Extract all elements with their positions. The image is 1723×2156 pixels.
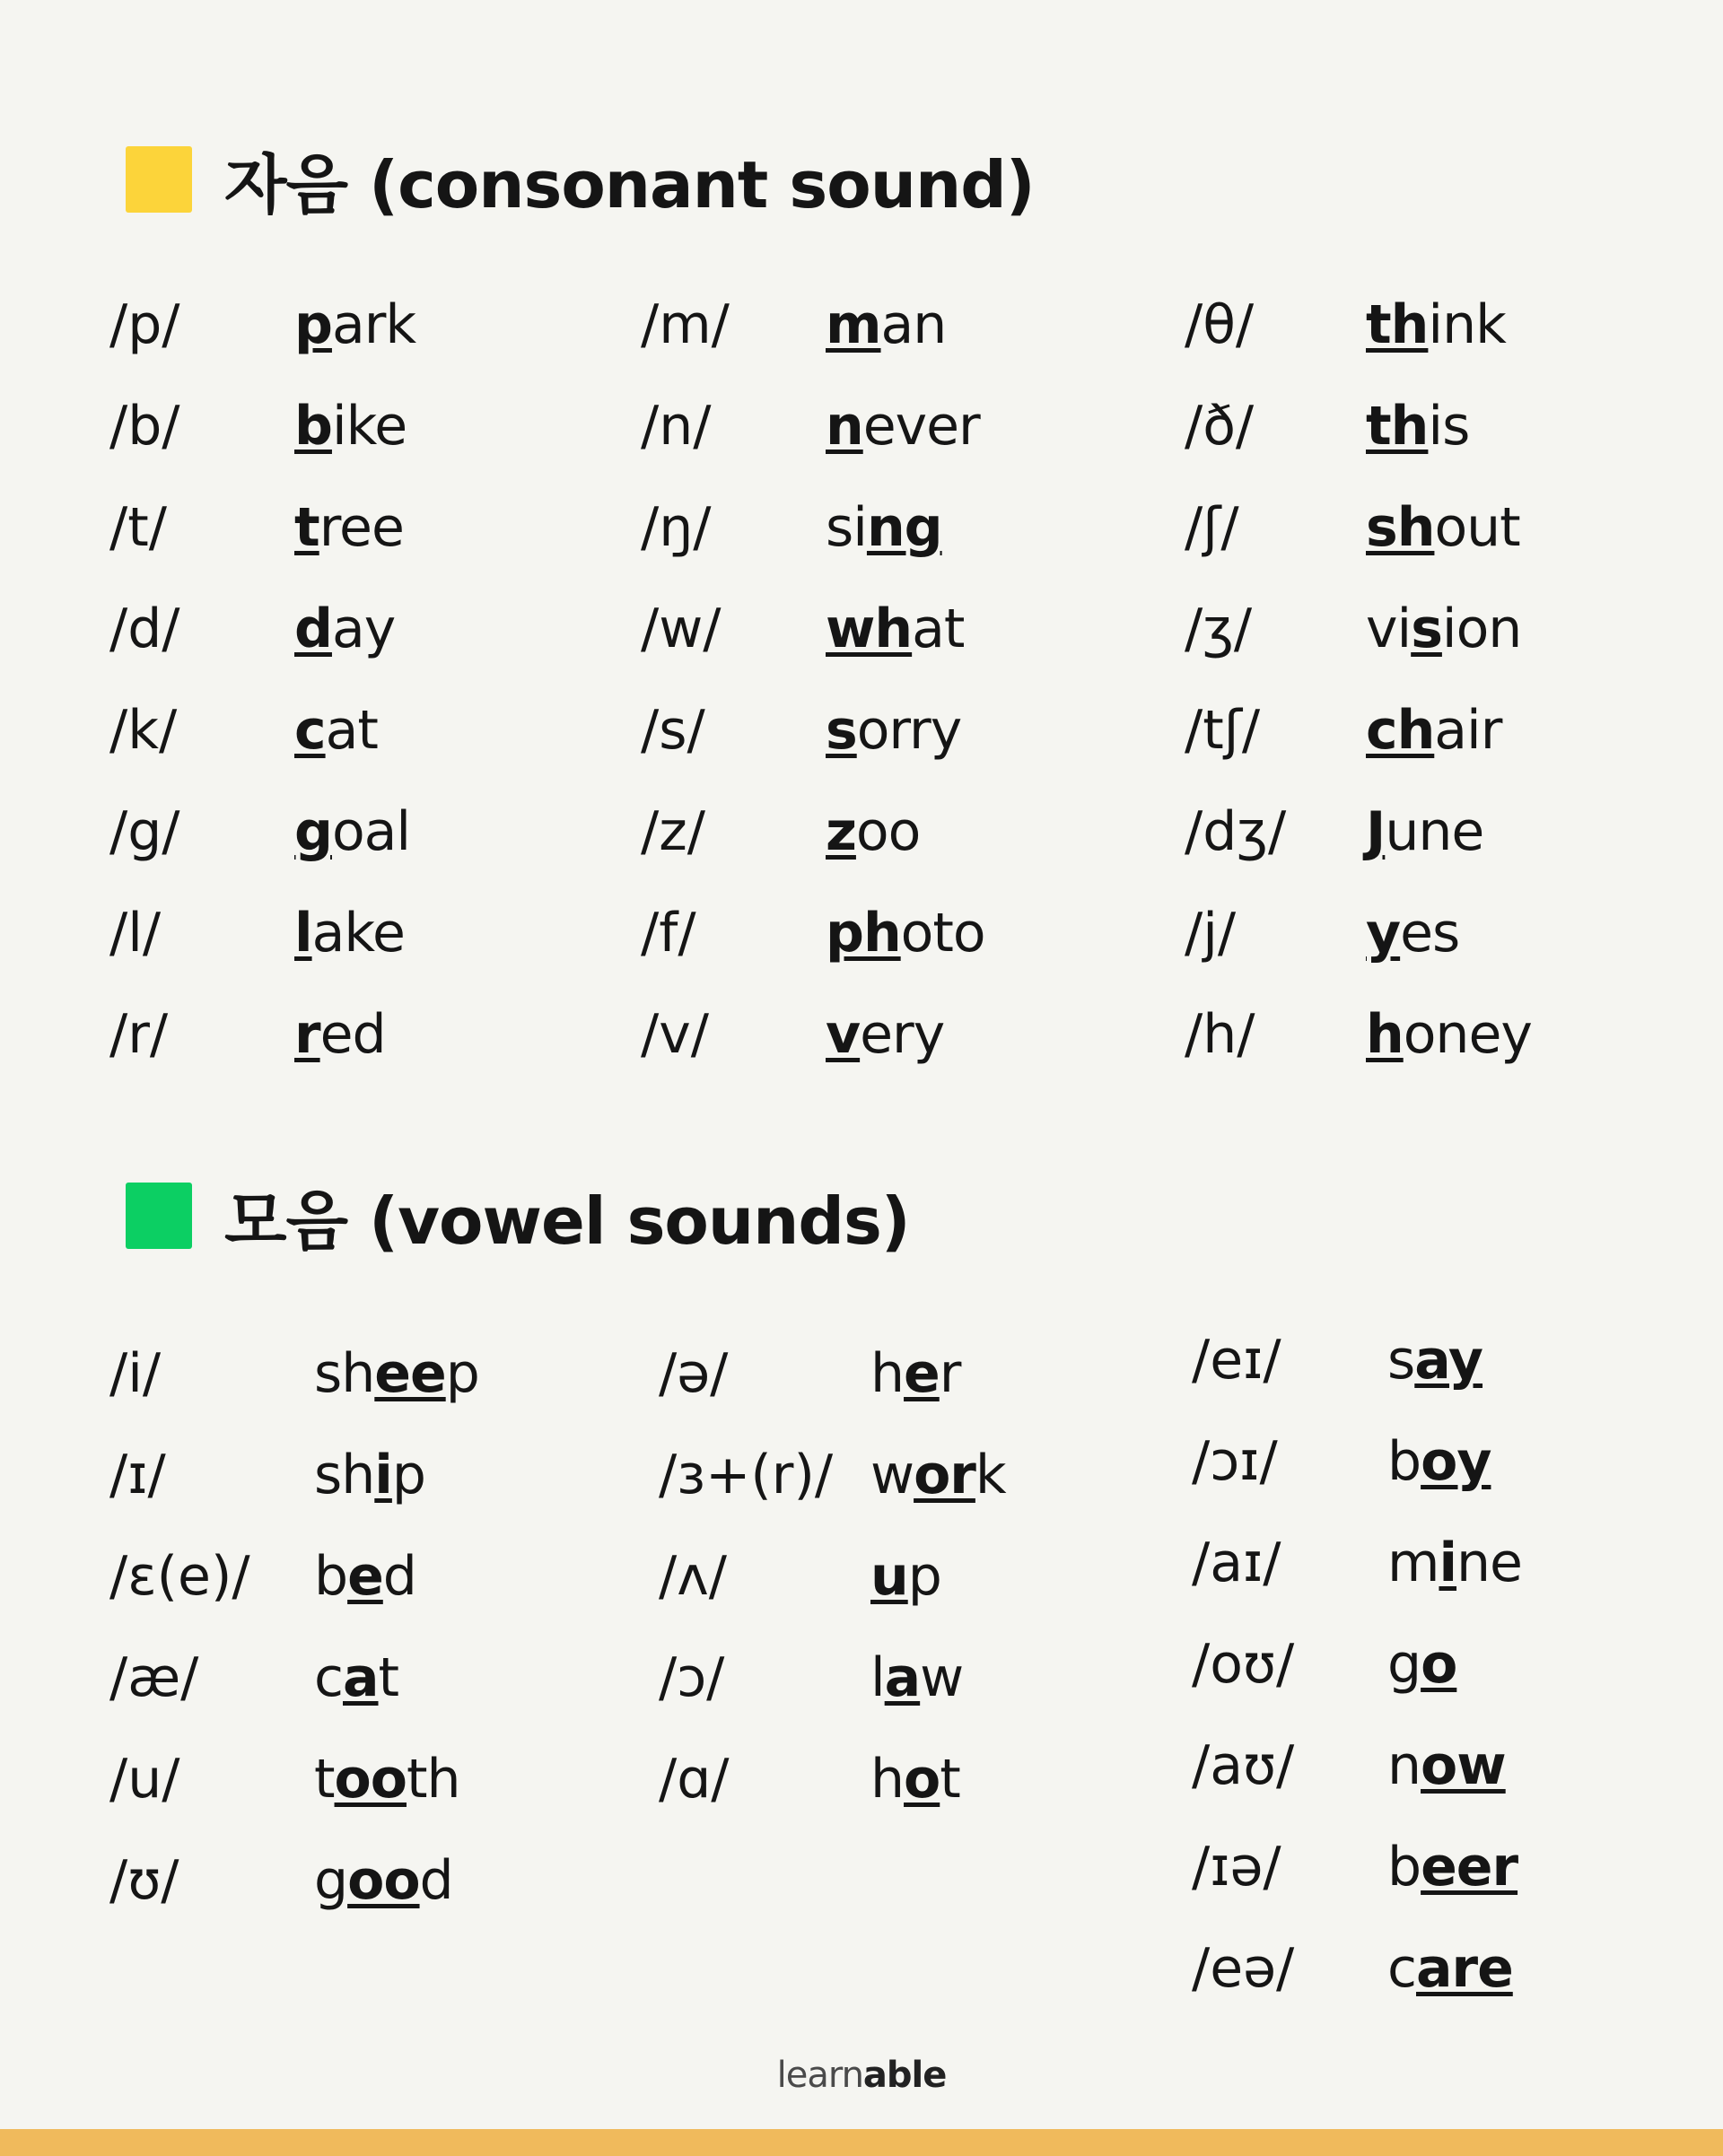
example-word xyxy=(1366,999,1532,1070)
ipa-symbol: /i/ xyxy=(109,1342,162,1405)
ipa-symbol: /h/ xyxy=(1185,1003,1255,1066)
word-highlight: s xyxy=(826,699,857,762)
ipa-symbol: /eə/ xyxy=(1192,1937,1295,2000)
word-prefix: si xyxy=(826,496,867,559)
word-suffix: ake xyxy=(311,902,405,965)
word-highlight: th xyxy=(1366,395,1429,458)
word-prefix: sh xyxy=(314,1342,375,1405)
example-word xyxy=(826,593,964,665)
example-word xyxy=(1387,1324,1482,1396)
word-highlight: n xyxy=(826,395,863,458)
example-word xyxy=(1387,1426,1491,1497)
word-suffix: ever xyxy=(862,395,980,458)
example-word xyxy=(314,1338,479,1410)
ipa-symbol: /v/ xyxy=(641,1003,709,1066)
word-suffix: ree xyxy=(319,496,404,559)
word-highlight: e xyxy=(347,1545,383,1608)
word-highlight: l xyxy=(294,902,312,965)
example-word xyxy=(826,694,961,766)
word-highlight: are xyxy=(1416,1937,1513,2000)
word-suffix: ion xyxy=(1441,598,1522,660)
word-suffix: oo xyxy=(855,800,921,863)
ipa-symbol: /ʃ/ xyxy=(1185,496,1239,559)
word-highlight: p xyxy=(294,293,332,356)
ipa-symbol: /ʌ/ xyxy=(659,1545,727,1608)
word-highlight: y xyxy=(1366,902,1401,965)
word-prefix: h xyxy=(870,1748,905,1811)
ipa-symbol: /dʒ/ xyxy=(1185,800,1287,863)
ipa-symbol: /s/ xyxy=(641,699,705,762)
word-prefix: vi xyxy=(1366,598,1412,660)
word-suffix: t xyxy=(378,1646,399,1709)
example-word xyxy=(294,593,395,665)
word-highlight: J xyxy=(1366,800,1386,863)
word-suffix: an xyxy=(880,293,947,356)
word-highlight: b xyxy=(294,395,332,458)
ipa-symbol: /z/ xyxy=(641,800,705,863)
word-highlight: t xyxy=(294,496,319,559)
word-suffix: is xyxy=(1428,395,1470,458)
example-word xyxy=(294,694,378,766)
example-word xyxy=(294,390,407,462)
word-highlight: g xyxy=(294,800,332,863)
word-highlight: u xyxy=(870,1545,908,1608)
example-word xyxy=(1366,694,1501,766)
word-suffix: k xyxy=(975,1444,1006,1506)
word-highlight: eer xyxy=(1421,1836,1518,1899)
word-suffix: p xyxy=(907,1545,941,1608)
word-highlight: ng xyxy=(866,496,942,559)
word-suffix: ike xyxy=(331,395,407,458)
ipa-symbol: /g/ xyxy=(109,800,180,863)
word-highlight: a xyxy=(884,1646,921,1709)
word-highlight: oy xyxy=(1421,1430,1491,1493)
ipa-symbol: /ɑ/ xyxy=(659,1748,730,1811)
ipa-symbol: /eɪ/ xyxy=(1192,1329,1281,1392)
example-word xyxy=(1366,593,1521,665)
word-suffix: ark xyxy=(331,293,416,356)
example-word xyxy=(1366,492,1520,563)
word-highlight: th xyxy=(1366,293,1429,356)
word-suffix: d xyxy=(419,1849,453,1912)
word-suffix: ery xyxy=(860,1003,945,1066)
word-prefix: g xyxy=(1387,1633,1421,1696)
word-prefix: n xyxy=(1387,1734,1421,1797)
ipa-symbol: /w/ xyxy=(641,598,722,660)
word-prefix: h xyxy=(870,1342,905,1405)
ipa-symbol: /m/ xyxy=(641,293,730,356)
example-word xyxy=(870,1642,963,1714)
example-word xyxy=(314,1541,416,1612)
ipa-symbol: /u/ xyxy=(109,1748,180,1811)
ipa-symbol: /ɪə/ xyxy=(1192,1836,1281,1899)
word-highlight: sh xyxy=(1366,496,1435,559)
example-word xyxy=(826,897,985,969)
word-highlight: v xyxy=(826,1003,861,1066)
word-suffix: w xyxy=(920,1646,964,1709)
ipa-symbol: /t/ xyxy=(109,496,167,559)
word-prefix: b xyxy=(314,1545,348,1608)
ipa-symbol: /ð/ xyxy=(1185,395,1255,458)
ipa-symbol: /f/ xyxy=(641,902,696,965)
word-prefix: b xyxy=(1387,1836,1421,1899)
word-prefix: m xyxy=(1387,1532,1439,1594)
ipa-symbol: /r/ xyxy=(109,1003,169,1066)
word-highlight: h xyxy=(1366,1003,1404,1066)
word-highlight: z xyxy=(826,800,856,863)
word-suffix: ink xyxy=(1428,293,1506,356)
vowel-color-square xyxy=(126,1183,192,1249)
example-word xyxy=(826,796,920,868)
word-suffix: r xyxy=(939,1342,961,1405)
word-suffix: at xyxy=(912,598,965,660)
example-word xyxy=(1387,1628,1456,1700)
word-prefix: c xyxy=(314,1646,343,1709)
word-suffix: th xyxy=(406,1748,460,1811)
word-highlight: o xyxy=(904,1748,940,1811)
word-prefix: sh xyxy=(314,1444,375,1506)
example-word xyxy=(1366,897,1459,969)
word-highlight: d xyxy=(294,598,332,660)
example-word xyxy=(314,1439,425,1511)
example-word xyxy=(314,1845,453,1916)
ipa-symbol: /θ/ xyxy=(1185,293,1255,356)
ipa-symbol: /d/ xyxy=(109,598,180,660)
word-highlight: ph xyxy=(826,902,901,965)
ipa-symbol: /ɪ/ xyxy=(109,1444,166,1506)
example-word xyxy=(294,289,415,361)
example-word xyxy=(294,796,410,868)
word-highlight: s xyxy=(1411,598,1442,660)
word-prefix: c xyxy=(1387,1937,1416,2000)
consonant-title-text: 자음 (consonant sound) xyxy=(224,147,1035,223)
ipa-symbol: /j/ xyxy=(1185,902,1237,965)
example-word xyxy=(314,1642,398,1714)
word-suffix: p xyxy=(391,1444,425,1506)
ipa-symbol: /oʊ/ xyxy=(1192,1633,1295,1696)
word-highlight: oo xyxy=(347,1849,420,1912)
word-highlight: o xyxy=(1421,1633,1457,1696)
word-highlight: ee xyxy=(374,1342,446,1405)
example-word xyxy=(826,492,942,563)
word-prefix: s xyxy=(1387,1329,1415,1392)
word-highlight: c xyxy=(294,699,326,762)
example-word xyxy=(1366,390,1469,462)
ipa-symbol: /k/ xyxy=(109,699,178,762)
word-prefix: b xyxy=(1387,1430,1421,1493)
ipa-symbol: /l/ xyxy=(109,902,162,965)
ipa-symbol: /n/ xyxy=(641,395,712,458)
vowel-section-title xyxy=(126,1182,910,1259)
example-word xyxy=(870,1743,960,1815)
word-highlight: i xyxy=(1439,1532,1457,1594)
ipa-symbol: /ʒ/ xyxy=(1185,598,1253,660)
word-suffix: t xyxy=(940,1748,960,1811)
word-suffix: d xyxy=(382,1545,416,1608)
word-highlight: ow xyxy=(1421,1734,1506,1797)
word-suffix: es xyxy=(1400,902,1460,965)
ipa-symbol: /p/ xyxy=(109,293,180,356)
example-word xyxy=(826,999,944,1070)
example-word xyxy=(294,492,404,563)
example-word xyxy=(314,1743,460,1815)
word-suffix: ne xyxy=(1456,1532,1522,1594)
word-highlight: ch xyxy=(1366,699,1435,762)
ipa-symbol: /ɛ(e)/ xyxy=(109,1545,250,1608)
example-word xyxy=(1366,289,1506,361)
ipa-symbol: /aʊ/ xyxy=(1192,1734,1295,1797)
example-word xyxy=(1387,1527,1522,1599)
bottom-bar xyxy=(0,2129,1723,2156)
example-word xyxy=(1387,1831,1517,1903)
example-word xyxy=(870,1541,941,1612)
word-suffix: at xyxy=(325,699,378,762)
example-word xyxy=(826,289,946,361)
word-suffix: oal xyxy=(331,800,411,863)
word-suffix: ed xyxy=(319,1003,386,1066)
word-prefix: t xyxy=(314,1748,335,1811)
ipa-symbol: /ŋ/ xyxy=(641,496,712,559)
learnable-logo xyxy=(0,2055,1723,2096)
example-word xyxy=(1387,1730,1506,1802)
word-highlight: r xyxy=(294,1003,320,1066)
ipa-symbol: /ɜ+(r)/ xyxy=(659,1444,834,1506)
word-highlight: e xyxy=(904,1342,940,1405)
word-suffix: ay xyxy=(331,598,396,660)
word-highlight: a xyxy=(343,1646,379,1709)
example-word xyxy=(1387,1933,1513,2004)
ipa-symbol: /ɔ/ xyxy=(659,1646,725,1709)
ipa-symbol: /æ/ xyxy=(109,1646,199,1709)
example-word xyxy=(870,1439,1006,1511)
word-suffix: oney xyxy=(1403,1003,1532,1066)
example-word xyxy=(1366,796,1483,868)
logo-part2: able xyxy=(862,2055,947,2096)
word-prefix: g xyxy=(314,1849,348,1912)
word-prefix: w xyxy=(870,1444,914,1506)
word-highlight: m xyxy=(826,293,881,356)
example-word xyxy=(294,897,405,969)
word-highlight: or xyxy=(914,1444,975,1506)
word-suffix: une xyxy=(1385,800,1484,863)
ipa-symbol: /tʃ/ xyxy=(1185,699,1261,762)
logo-part1: learn xyxy=(776,2055,863,2096)
ipa-symbol: /ʊ/ xyxy=(109,1849,179,1912)
word-suffix: p xyxy=(445,1342,479,1405)
ipa-symbol: /ə/ xyxy=(659,1342,729,1405)
word-highlight: ay xyxy=(1414,1329,1483,1392)
word-suffix: oto xyxy=(900,902,985,965)
word-highlight: oo xyxy=(334,1748,407,1811)
consonant-color-square xyxy=(126,146,192,213)
example-word xyxy=(294,999,386,1070)
ipa-symbol: /ɔɪ/ xyxy=(1192,1430,1278,1493)
word-prefix: l xyxy=(870,1646,885,1709)
example-word xyxy=(826,390,980,462)
ipa-symbol: /aɪ/ xyxy=(1192,1532,1281,1594)
ipa-symbol: /b/ xyxy=(109,395,180,458)
word-suffix: air xyxy=(1434,699,1502,762)
vowel-title-text: 모음 (vowel sounds) xyxy=(224,1183,910,1259)
word-highlight: wh xyxy=(826,598,913,660)
word-suffix: out xyxy=(1434,496,1520,559)
word-highlight: i xyxy=(374,1444,392,1506)
word-suffix: orry xyxy=(856,699,962,762)
example-word xyxy=(870,1338,960,1410)
consonant-section-title xyxy=(126,145,1035,223)
